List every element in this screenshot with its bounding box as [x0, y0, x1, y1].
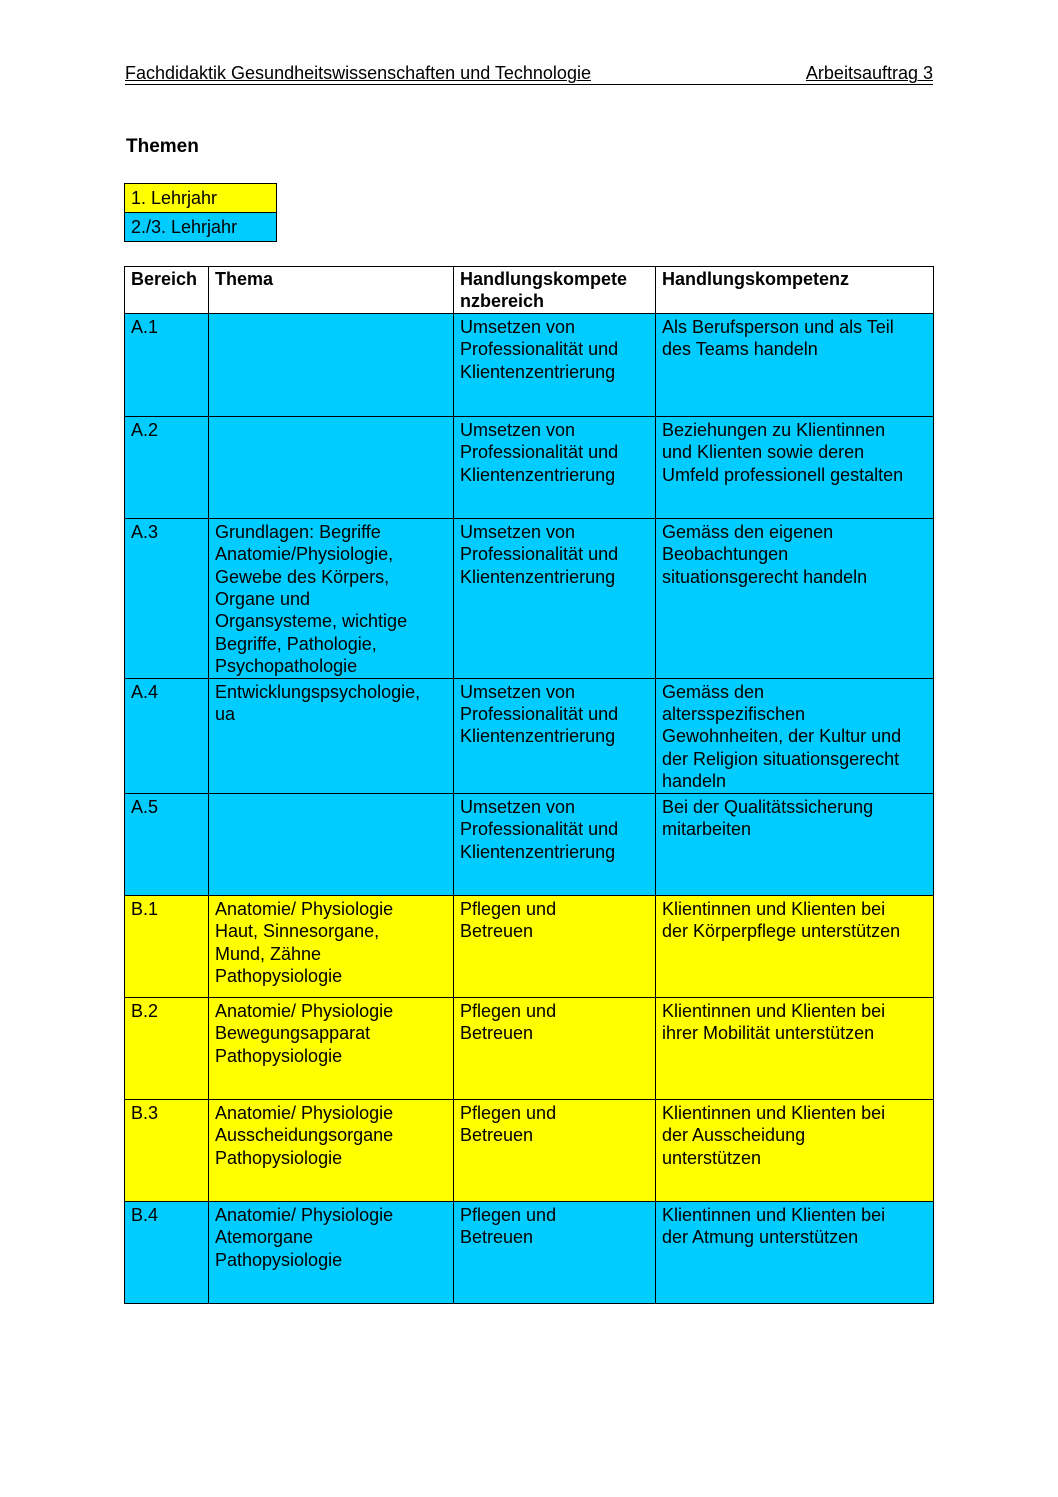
section-title: Themen — [126, 136, 199, 157]
cell-bereich: A.5 — [125, 793, 209, 895]
table-header-row — [125, 267, 934, 314]
cell-kompetenzbereich: Umsetzen von Professionalität und Klientenzentrierung — [454, 416, 656, 518]
table-row — [125, 1201, 934, 1303]
cell-kompetenzbereich: Pflegen und Betreuen — [454, 1201, 656, 1303]
table-row — [125, 1099, 934, 1201]
course-title: Fachdidaktik Gesundheitswissenschaften und Technologie — [125, 63, 591, 83]
cell-thema: Anatomie/ Physiologie Ausscheidungsorgane Pathopysiologie — [209, 1099, 454, 1201]
cell-bereich: B.1 — [125, 895, 209, 997]
table-row — [125, 997, 934, 1099]
table-row — [125, 416, 934, 518]
themes-table — [124, 266, 934, 1304]
cell-thema: Anatomie/ Physiologie Haut, Sinnesorgane, Mund, Zähne Pathopysiologie — [209, 895, 454, 997]
cell-bereich: B.2 — [125, 997, 209, 1099]
cell-kompetenzbereich: Umsetzen von Professionalität und Klientenzentrierung — [454, 313, 656, 416]
cell-kompetenzbereich: Pflegen und Betreuen — [454, 1099, 656, 1201]
cell-bereich: B.4 — [125, 1201, 209, 1303]
cell-kompetenz: Klientinnen und Klienten bei ihrer Mobilität unterstützen — [656, 997, 934, 1099]
table-row — [125, 895, 934, 997]
cell-bereich: A.4 — [125, 678, 209, 793]
cell-thema — [209, 416, 454, 518]
cell-bereich: A.2 — [125, 416, 209, 518]
cell-kompetenz: Gemäss den altersspezifischen Gewohnheiten, der Kultur und der Religion situationsgerecht handeln — [656, 678, 934, 793]
header-kompetenzbereich: Handlungskompete nzbereich — [454, 267, 656, 314]
header-thema: Thema — [209, 267, 454, 314]
assignment-label: Arbeitsauftrag 3 — [805, 63, 933, 83]
cell-thema: Grundlagen: Begriffe Anatomie/Physiologie, Gewebe des Körpers, Organe und Organsysteme, wichtige Begriffe, Pathologie, Psychopathologie — [209, 518, 454, 678]
table-row — [125, 678, 934, 793]
legend-row — [125, 184, 277, 213]
cell-kompetenzbereich: Umsetzen von Professionalität und Klientenzentrierung — [454, 518, 656, 678]
legend-table — [124, 183, 277, 242]
cell-kompetenz: Klientinnen und Klienten bei der Ausscheidung unterstützen — [656, 1099, 934, 1201]
cell-kompetenz: Bei der Qualitätssicherung mitarbeiten — [656, 793, 934, 895]
cell-kompetenz: Als Berufsperson und als Teil des Teams handeln — [656, 313, 934, 416]
cell-thema: Anatomie/ Physiologie Bewegungsapparat Pathopysiologie — [209, 997, 454, 1099]
cell-kompetenzbereich: Pflegen und Betreuen — [454, 997, 656, 1099]
cell-thema — [209, 793, 454, 895]
table-row — [125, 793, 934, 895]
cell-thema: Anatomie/ Physiologie Atemorgane Pathopysiologie — [209, 1201, 454, 1303]
legend-lehrjahr-2-3: 2./3. Lehrjahr — [125, 213, 277, 242]
cell-thema: Entwicklungspsychologie, ua — [209, 678, 454, 793]
cell-kompetenz: Beziehungen zu Klientinnen und Klienten sowie deren Umfeld professionell gestalten — [656, 416, 934, 518]
cell-kompetenz: Gemäss den eigenen Beobachtungen situationsgerecht handeln — [656, 518, 934, 678]
table-row — [125, 518, 934, 678]
header-kompetenz: Handlungskompetenz — [656, 267, 934, 314]
cell-kompetenz: Klientinnen und Klienten bei der Körperpflege unterstützen — [656, 895, 934, 997]
cell-kompetenzbereich: Umsetzen von Professionalität und Klientenzentrierung — [454, 793, 656, 895]
cell-kompetenzbereich: Umsetzen von Professionalität und Klientenzentrierung — [454, 678, 656, 793]
cell-kompetenz: Klientinnen und Klienten bei der Atmung unterstützen — [656, 1201, 934, 1303]
page-header — [125, 62, 933, 85]
table-row — [125, 313, 934, 416]
cell-bereich: B.3 — [125, 1099, 209, 1201]
cell-kompetenzbereich: Pflegen und Betreuen — [454, 895, 656, 997]
cell-bereich: A.3 — [125, 518, 209, 678]
legend-row — [125, 213, 277, 242]
cell-thema — [209, 313, 454, 416]
legend-lehrjahr-1: 1. Lehrjahr — [125, 184, 277, 213]
cell-bereich: A.1 — [125, 313, 209, 416]
header-bereich: Bereich — [125, 267, 209, 314]
